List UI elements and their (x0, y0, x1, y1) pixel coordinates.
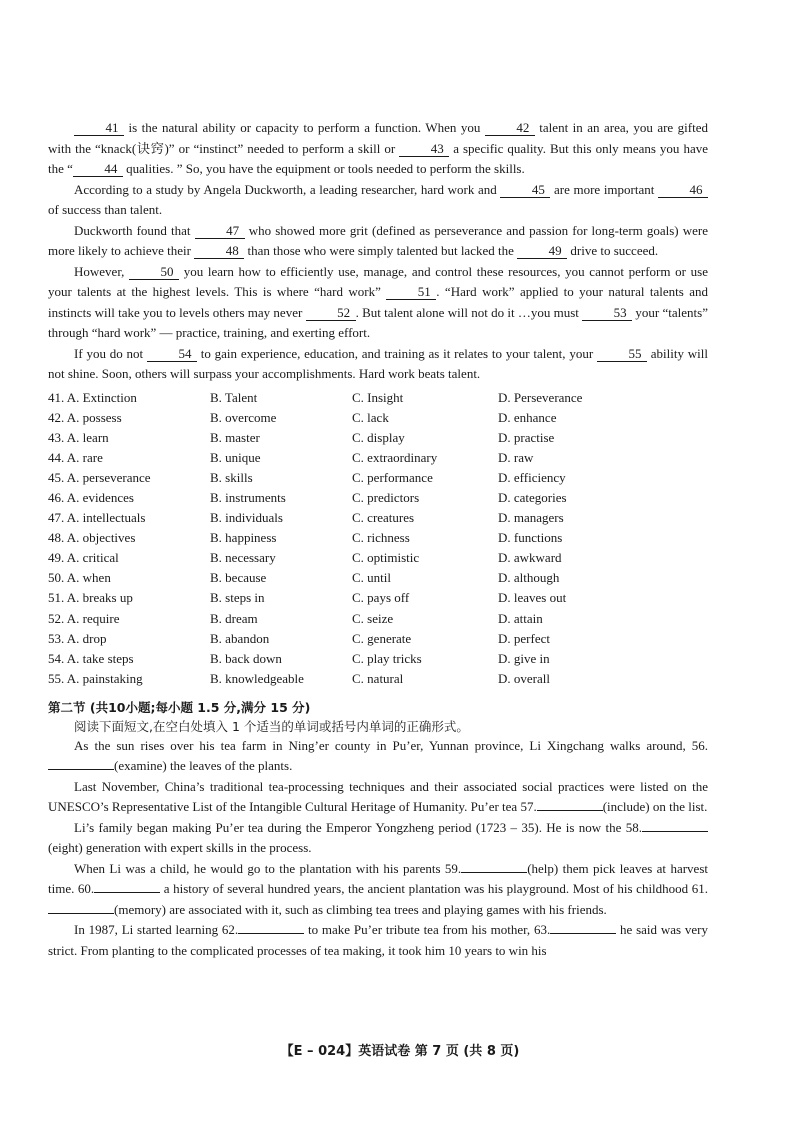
blank-43: 43 (399, 141, 449, 157)
page-footer: 【E – 024】英语试卷 第 7 页 (共 8 页) (280, 1044, 520, 1059)
blank-44: 44 (73, 161, 123, 177)
blank-45: 45 (500, 182, 550, 198)
passage-paragraph-2: According to a study by Angela Duckworth, a leading researcher, hard work and 45 are more important 46 of success than talent. (48, 180, 708, 221)
blank-41: 41 (74, 120, 124, 136)
option-row: 52. A. require B. dream C. seize D. attain (48, 610, 543, 626)
blank-53: 53 (582, 305, 632, 321)
blank-63 (550, 933, 616, 934)
blank-51: 51 (386, 284, 436, 300)
blank-61 (48, 913, 114, 914)
blank-62 (238, 933, 304, 934)
option-row: 55. A. painstaking B. knowledgeable C. natural D. overall (48, 670, 550, 686)
option-row: 42. A. possess B. overcome C. lack D. enhance (48, 409, 557, 425)
blank-42: 42 (485, 120, 535, 136)
blank-60 (94, 892, 160, 893)
exam-page (48, 118, 708, 961)
passage-paragraph-5: If you do not 54 to gain experience, education, and training as it relates to your talent, your 55 ability will not shine. Soon, others will surpass your accomplishments. Hard work beats talent. (48, 345, 708, 381)
blank-58 (642, 831, 708, 832)
option-row: 45. A. perseverance B. skills C. performance D. efficiency (48, 469, 566, 485)
option-row: 41. A. Extinction B. Talent C. Insight D. Perseverance (48, 389, 583, 405)
option-row: 43. A. learn B. master C. display D. practise (48, 429, 555, 445)
option-row: 54. A. take steps B. back down C. play tricks D. give in (48, 650, 550, 666)
passage-paragraph-4: However, 50 you learn how to efficiently use, manage, and control these resources, you cannot perform or use your talents at the highest levels. This is where “hard work” 51 . “Hard work” applied to your natural talents and instincts will take you to levels others may never 52 . But talent alone will not do it …you must 53 your “talents” through “hard work” — practice, training, and exerting effort. (48, 263, 708, 340)
section2-paragraph-2: Last November, China’s traditional tea-processing techniques and their associated social practices were listed on the UNESCO’s Representative List of the Intangible Cultural Heritage of Humanity. Pu’er tea 57. (include) on the list. (48, 778, 708, 815)
blank-52: 52 (306, 305, 356, 321)
answer-options (48, 388, 708, 689)
option-row: 48. A. objectives B. happiness C. richness D. functions (48, 530, 563, 546)
section-title: 第二节 (共10小题;每小题 1.5 分,满分 15 分) (48, 699, 311, 715)
section-instructions: 阅读下面短文,在空白处填入 1 个适当的单词或括号内单词的正确形式。 (74, 718, 469, 734)
blank-56 (48, 769, 114, 770)
blank-55: 55 (597, 346, 647, 362)
option-row: 49. A. critical B. necessary C. optimistic D. awkward (48, 550, 562, 566)
blank-50: 50 (129, 264, 179, 280)
section2-paragraph-3: Li’s family began making Pu’er tea during the Emperor Yongzheng period (1723 – 35). He is now the 58.(eight) generation with expert skills in the process. (48, 818, 708, 859)
option-row: 47. A. intellectuals B. individuals C. creatures D. managers (48, 510, 564, 526)
option-row: 46. A. evidences B. instruments C. predictors D. categories (48, 489, 567, 505)
option-row: 50. A. when B. because C. until D. although (48, 570, 560, 586)
section2-paragraph-5: In 1987, Li started learning 62. to make Pu’er tribute tea from his mother, 63. he said was very strict. From planting to the complicated processes of tea making, it took him 10 years to win his (48, 922, 708, 958)
section2-paragraph-1: As the sun rises over his tea farm in Ning’er county in Pu’er, Yunnan province, Li Xingchang walks around, 56.(examine) the leaves of the plants. (48, 736, 708, 777)
section2-paragraph-4: When Li was a child, he would go to the plantation with his parents 59. (help) them pick leaves at harvest time. 60. a history of several hundred years, the ancient plantation was his playground. Most of his childhood 61.(memory) are associated with it, such as climbing tea trees and playing games with his friends. (48, 860, 708, 917)
blank-57 (537, 810, 603, 811)
blank-47: 47 (195, 223, 245, 239)
blank-59 (461, 872, 527, 873)
option-row: 51. A. breaks up B. steps in C. pays off D. leaves out (48, 590, 567, 606)
blank-49: 49 (517, 243, 567, 259)
passage-paragraph-3: Duckworth found that 47 who showed more grit (defined as perseverance and passion for long-term goals) were more likely to achieve their 48 than those who were simply talented but lacked the 49 drive to succeed. (48, 222, 708, 258)
blank-48: 48 (194, 243, 244, 259)
blank-46: 46 (658, 182, 708, 198)
option-row: 44. A. rare B. unique C. extraordinary D. raw (48, 449, 534, 465)
passage-paragraph-1: 41 is the natural ability or capacity to perform a function. When you 42 talent in an area, you are gifted with the “knack(诀窍)” or “instinct” needed to perform a skill or 43 a specific quality. But this only means you have the “ 44 qualities. ” So, you have the equipment or tools needed to perform the skills. (48, 120, 709, 176)
blank-54: 54 (147, 346, 197, 362)
option-row: 53. A. drop B. abandon C. generate D. perfect (48, 630, 550, 646)
